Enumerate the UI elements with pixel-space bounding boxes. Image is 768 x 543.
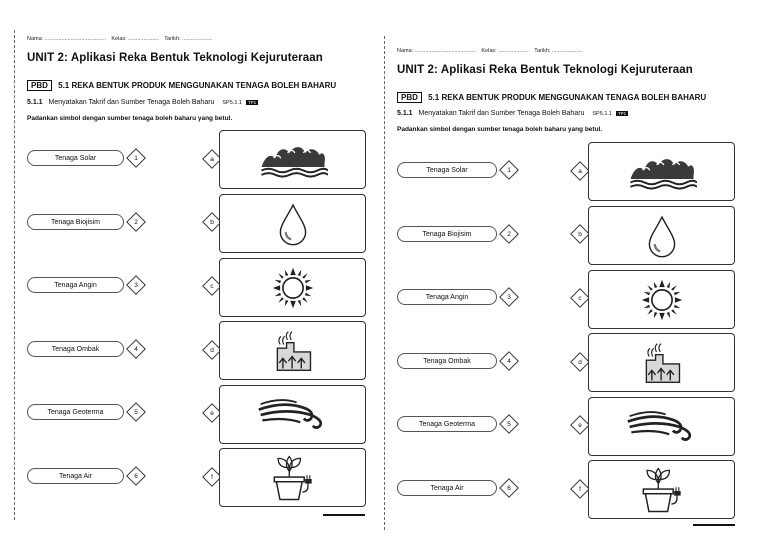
plant-plug-icon: [265, 454, 321, 502]
instruction-text: Padankan simbol dengan sumber tenaga boleh baharu yang betul.: [397, 126, 603, 133]
letter-marker[interactable]: c: [570, 288, 590, 308]
letter-marker[interactable]: a: [570, 161, 590, 181]
instruction-text: Padankan simbol dengan sumber tenaga boleh baharu yang betul.: [27, 115, 233, 122]
water-drop-icon: [644, 213, 680, 259]
number-marker[interactable]: 3: [126, 275, 146, 295]
class-field: Kelas: ....................: [481, 48, 529, 54]
symbol-box: [219, 194, 366, 253]
number-marker[interactable]: 2: [499, 224, 519, 244]
letter-marker[interactable]: a: [202, 149, 222, 169]
worksheet-page-right: [384, 36, 755, 530]
name-field: Nama: ........................................: [27, 36, 106, 42]
number-marker[interactable]: 4: [126, 339, 146, 359]
energy-label: Tenaga Solar: [27, 150, 124, 166]
energy-label: Tenaga Air: [27, 468, 124, 484]
sun-icon: [639, 277, 685, 323]
worksheet-page-left: [14, 30, 377, 520]
symbol-box: [219, 130, 366, 189]
energy-label: Tenaga Geoterma: [27, 404, 124, 420]
tp-badge: TP1: [247, 100, 257, 105]
sp-code: SP5.1.1: [592, 111, 612, 117]
letter-marker[interactable]: b: [570, 224, 590, 244]
symbol-box: [588, 206, 735, 265]
symbol-box: [588, 397, 735, 456]
geothermal-plant-icon: [639, 340, 685, 386]
unit-title: UNIT 2: Aplikasi Reka Bentuk Teknologi Kejuruteraan: [397, 64, 693, 76]
date-field: Tarikh: ....................: [534, 48, 583, 54]
symbol-box: [588, 270, 735, 329]
unit-title: UNIT 2: Aplikasi Reka Bentuk Teknologi Kejuruteraan: [27, 52, 323, 64]
letter-marker[interactable]: e: [570, 415, 590, 435]
symbol-box: [588, 460, 735, 519]
number-marker[interactable]: 5: [126, 402, 146, 422]
energy-label: Tenaga Biojisim: [397, 226, 497, 242]
footer-line: [693, 524, 735, 526]
letter-marker[interactable]: d: [202, 340, 222, 360]
letter-marker[interactable]: b: [202, 212, 222, 232]
symbol-box: [588, 333, 735, 392]
symbol-box: [219, 321, 366, 380]
standard-text: Menyatakan Takrif dan Sumber Tenaga Boleh Baharu: [48, 99, 215, 106]
learning-standard: [397, 110, 628, 117]
sun-icon: [270, 265, 316, 311]
wind-icon: [626, 408, 698, 446]
pbd-badge: PBD: [397, 92, 422, 103]
geothermal-plant-icon: [270, 328, 316, 374]
header-fields: [397, 48, 587, 54]
energy-label: Tenaga Air: [397, 480, 497, 496]
standard-code: 5.1.1: [27, 99, 43, 106]
letter-marker[interactable]: f: [202, 467, 222, 487]
wave-icon: [258, 140, 328, 180]
wave-icon: [627, 152, 697, 192]
footer-line: [323, 514, 365, 516]
number-marker[interactable]: 2: [126, 212, 146, 232]
water-drop-icon: [275, 201, 311, 247]
tp-badge: TP1: [617, 111, 627, 116]
letter-marker[interactable]: e: [202, 403, 222, 423]
energy-label: Tenaga Solar: [397, 162, 497, 178]
standard-code: 5.1.1: [397, 110, 413, 117]
energy-label: Tenaga Geoterma: [397, 416, 497, 432]
number-marker[interactable]: 5: [499, 414, 519, 434]
section-title: 5.1 REKA BENTUK PRODUK MENGGUNAKAN TENAGA BOLEH BAHARU: [58, 81, 337, 90]
letter-marker[interactable]: f: [570, 479, 590, 499]
number-marker[interactable]: 1: [126, 148, 146, 168]
pbd-badge: PBD: [27, 80, 52, 91]
class-field: Kelas: ....................: [111, 36, 159, 42]
sp-code: SP5.1.1: [222, 100, 242, 106]
plant-plug-icon: [634, 466, 690, 514]
name-field: Nama: ........................................: [397, 48, 476, 54]
letter-marker[interactable]: c: [202, 276, 222, 296]
energy-label: Tenaga Ombak: [397, 353, 497, 369]
energy-label: Tenaga Angin: [397, 289, 497, 305]
date-field: Tarikh: ....................: [164, 36, 213, 42]
number-marker[interactable]: 3: [499, 287, 519, 307]
letter-marker[interactable]: d: [570, 352, 590, 372]
number-marker[interactable]: 1: [499, 160, 519, 180]
learning-standard: [27, 99, 258, 106]
section-heading: [27, 80, 336, 91]
symbol-box: [219, 258, 366, 317]
symbol-box: [219, 448, 366, 507]
section-heading: [397, 92, 706, 103]
number-marker[interactable]: 6: [126, 466, 146, 486]
symbol-box: [219, 385, 366, 444]
energy-label: Tenaga Ombak: [27, 341, 124, 357]
number-marker[interactable]: 4: [499, 351, 519, 371]
number-marker[interactable]: 6: [499, 478, 519, 498]
energy-label: Tenaga Biojisim: [27, 214, 124, 230]
symbol-box: [588, 142, 735, 201]
wind-icon: [257, 396, 329, 434]
standard-text: Menyatakan Takrif dan Sumber Tenaga Boleh Baharu: [418, 110, 585, 117]
energy-label: Tenaga Angin: [27, 277, 124, 293]
header-fields: [27, 36, 217, 42]
section-title: 5.1 REKA BENTUK PRODUK MENGGUNAKAN TENAGA BOLEH BAHARU: [428, 93, 707, 102]
